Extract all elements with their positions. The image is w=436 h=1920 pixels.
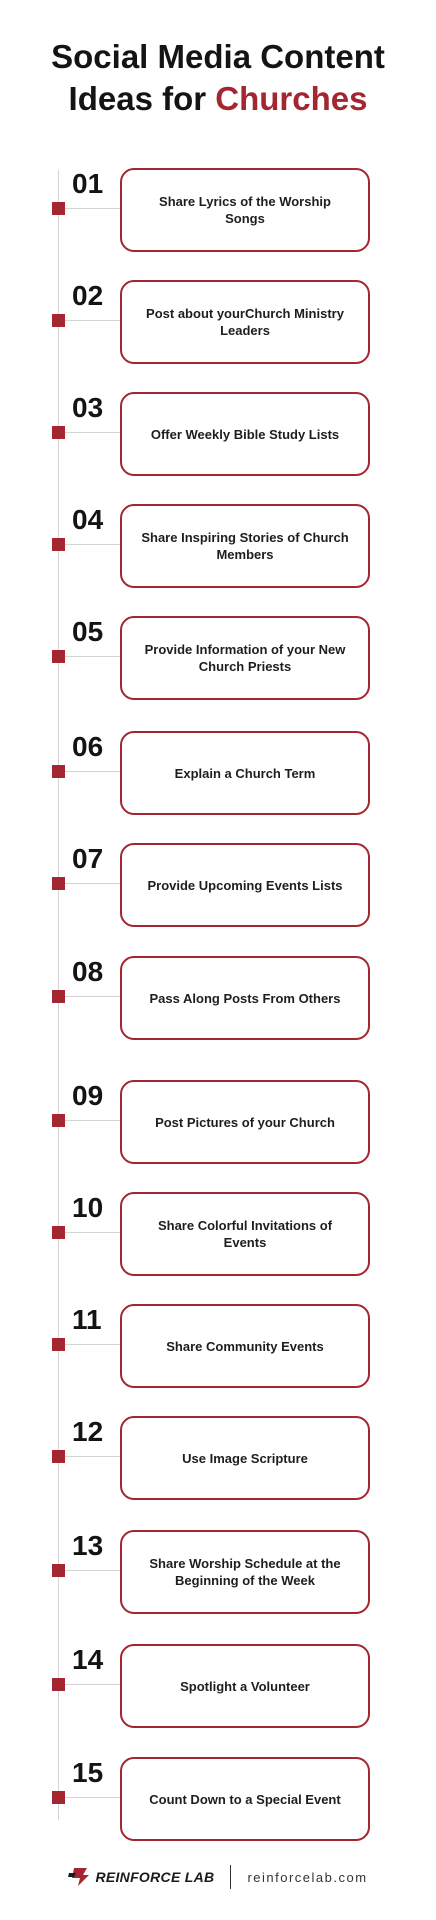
item-number: 11 — [72, 1304, 102, 1335]
timeline-connector — [65, 656, 120, 657]
timeline-marker — [52, 1678, 65, 1691]
idea-card — [120, 731, 370, 815]
page-title — [0, 36, 436, 120]
timeline-connector — [65, 320, 120, 321]
item-number: 14 — [72, 1644, 104, 1675]
idea-text: Share Community Events — [166, 1338, 324, 1354]
list-item — [0, 280, 436, 366]
idea-text: Spotlight a Volunteer — [180, 1678, 310, 1694]
title-line-2-prefix: Ideas for — [68, 80, 216, 117]
title-line-1: Social Media Content — [51, 38, 385, 75]
title-accent-word: Churches — [215, 80, 368, 117]
idea-card — [120, 1080, 370, 1164]
timeline-connector — [65, 544, 120, 545]
footer-divider — [230, 1865, 231, 1889]
item-number: 05 — [72, 616, 104, 647]
idea-text: Share Lyrics of the Worship Songs — [159, 194, 331, 226]
timeline-marker — [52, 1791, 65, 1804]
list-item — [0, 956, 436, 1042]
timeline-marker — [52, 650, 65, 663]
list-item — [0, 1757, 436, 1843]
list-item — [0, 1304, 436, 1390]
brand-name: REINFORCE LAB — [95, 1869, 215, 1885]
idea-card — [120, 1416, 370, 1500]
idea-card — [120, 956, 370, 1040]
list-item — [0, 843, 436, 929]
timeline-marker — [52, 990, 65, 1003]
timeline-marker — [52, 538, 65, 551]
reinforce-lab-logo-icon — [68, 1867, 90, 1887]
idea-card — [120, 280, 370, 364]
timeline-marker — [52, 1564, 65, 1577]
idea-text: Count Down to a Special Event — [149, 1791, 341, 1807]
idea-card — [120, 1304, 370, 1388]
timeline-connector — [65, 1456, 120, 1457]
item-number: 01 — [72, 168, 104, 199]
timeline-marker — [52, 1114, 65, 1127]
list-item — [0, 1192, 436, 1278]
idea-card — [120, 843, 370, 927]
idea-card — [120, 1757, 370, 1841]
idea-text: Use Image Scripture — [182, 1450, 308, 1466]
brand — [68, 1867, 214, 1887]
list-item — [0, 731, 436, 817]
timeline-marker — [52, 202, 65, 215]
timeline-connector — [65, 1797, 120, 1798]
list-item — [0, 168, 436, 254]
idea-text: Offer Weekly Bible Study Lists — [150, 426, 340, 442]
item-number: 03 — [72, 392, 104, 423]
item-number: 13 — [72, 1530, 104, 1561]
idea-text: Share Worship Schedule at the Beginning of the Week — [149, 1556, 341, 1588]
item-number: 09 — [72, 1080, 104, 1111]
timeline-marker — [52, 426, 65, 439]
timeline-connector — [65, 996, 120, 997]
item-number: 10 — [72, 1192, 104, 1223]
list-item — [0, 1416, 436, 1502]
item-number: 12 — [72, 1416, 104, 1447]
timeline-connector — [65, 208, 120, 209]
timeline-connector — [65, 1684, 120, 1685]
idea-card — [120, 504, 370, 588]
item-number: 15 — [72, 1757, 104, 1788]
timeline-marker — [52, 765, 65, 778]
idea-text: Pass Along Posts From Others — [149, 990, 341, 1006]
idea-card — [120, 1530, 370, 1614]
list-item — [0, 1080, 436, 1166]
item-number: 07 — [72, 843, 104, 874]
idea-card — [120, 1192, 370, 1276]
timeline-connector — [65, 1120, 120, 1121]
idea-card — [120, 1644, 370, 1728]
timeline-marker — [52, 1226, 65, 1239]
idea-card — [120, 616, 370, 700]
list-item — [0, 504, 436, 590]
idea-text: Provide Upcoming Events Lists — [147, 877, 343, 893]
list-item — [0, 616, 436, 702]
timeline-connector — [65, 1232, 120, 1233]
idea-text: Provide Information of your New Church Priests — [144, 642, 346, 674]
idea-text: Share Inspiring Stories of Church Members — [141, 530, 349, 562]
timeline-connector — [65, 771, 120, 772]
title-line-2 — [0, 78, 436, 120]
timeline-connector — [65, 432, 120, 433]
item-number: 06 — [72, 731, 104, 762]
item-number: 04 — [72, 504, 104, 535]
timeline-connector — [65, 1344, 120, 1345]
idea-text: Post Pictures of your Church — [155, 1114, 335, 1130]
item-number: 02 — [72, 280, 104, 311]
list-item — [0, 392, 436, 478]
list-item — [0, 1530, 436, 1616]
timeline-connector — [65, 1570, 120, 1571]
idea-card — [120, 168, 370, 252]
idea-text: Explain a Church Term — [174, 765, 316, 781]
idea-card — [120, 392, 370, 476]
timeline-marker — [52, 1338, 65, 1351]
timeline-marker — [52, 877, 65, 890]
list-item — [0, 1644, 436, 1730]
timeline-marker — [52, 314, 65, 327]
footer — [0, 1862, 436, 1892]
timeline-marker — [52, 1450, 65, 1463]
timeline-connector — [65, 883, 120, 884]
idea-text: Post about yourChurch Ministry Leaders — [146, 306, 344, 338]
idea-text: Share Colorful Invitations of Events — [157, 1218, 333, 1250]
website-link[interactable]: reinforcelab.com — [247, 1869, 368, 1885]
item-number: 08 — [72, 956, 104, 987]
